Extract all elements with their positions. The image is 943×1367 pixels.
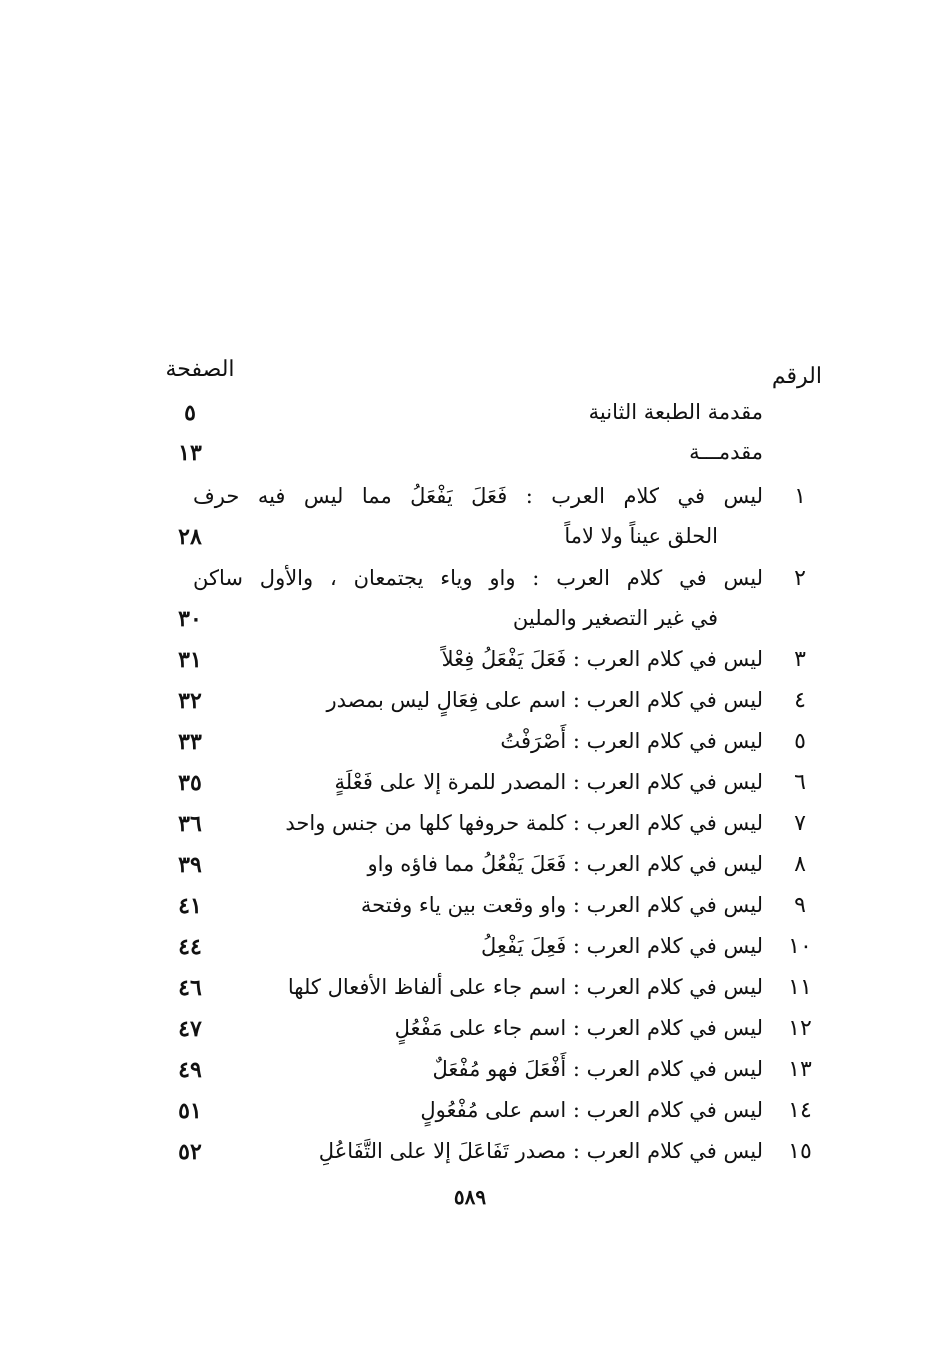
intro-title: مقدمـــة <box>689 440 763 464</box>
toc-entry <box>0 1057 943 1097</box>
toc-entry <box>0 975 943 1015</box>
toc-entry <box>0 484 943 524</box>
toc-entry <box>0 893 943 933</box>
entry-number: ١ <box>794 484 806 509</box>
entry-title-cont: في غير التصغير والملين <box>512 606 718 630</box>
header-page-label: الصفحة <box>165 357 235 382</box>
page-number: ٥١ <box>178 1098 202 1124</box>
page-number: ٥٢ <box>178 1139 202 1165</box>
page-number: ٤١ <box>178 893 202 919</box>
entry-title: ليس في كلام العرب : اسم على فِعَالٍ ليس بمصدر <box>326 688 763 712</box>
entry-title: ليس في كلام العرب : فَعَلَ يَفْعَلُ فِعْلاً <box>441 647 763 671</box>
entry-number: ٤ <box>794 688 806 713</box>
toc-entry <box>0 1098 943 1138</box>
page-number: ٥ <box>184 400 196 426</box>
page-number: ٤٧ <box>178 1016 202 1042</box>
toc-entry-continuation <box>0 606 943 646</box>
entry-title: ليس في كلام العرب : مصدر تَفَاعَلَ إلا على التَّفَاعُلِ <box>318 1139 763 1163</box>
entry-title: ليس في كلام العرب : اسم على مُفْعُولٍ <box>420 1098 763 1122</box>
page-number: ٣١ <box>178 647 202 673</box>
entry-title: ليس في كلام العرب : واو وقعت بين ياء وفتحة <box>360 893 763 917</box>
entry-title: ليس في كلام العرب : المصدر للمرة إلا على فَعْلَةٍ <box>334 770 763 794</box>
entry-number: ١٥ <box>788 1139 812 1164</box>
toc-entry <box>0 566 943 606</box>
entry-title: ليس في كلام العرب : اسم جاء على ألفاظ الأفعال كلها <box>287 975 763 999</box>
page-number: ٤٤ <box>178 934 202 960</box>
page-number: ٣٠ <box>178 606 202 632</box>
entry-title: ليس في كلام العرب : فَعِلَ يَفْعِلُ <box>480 934 763 958</box>
entry-number: ٧ <box>794 811 806 836</box>
entry-title: ليس في كلام العرب : فَعَلَ يَفْعَلُ مما ليس فيه حرف <box>193 484 763 508</box>
entry-title: ليس في كلام العرب : أَصْرَفْتُ <box>500 729 763 753</box>
entry-title: ليس في كلام العرب : كلمة حروفها كلها من جنس واحد <box>285 811 763 835</box>
page-number: ١٣ <box>178 440 202 466</box>
page-number: ٣٥ <box>178 770 202 796</box>
toc-entry <box>0 770 943 810</box>
toc-entry-continuation <box>0 524 943 564</box>
intro-row <box>0 400 943 440</box>
toc-entry <box>0 688 943 728</box>
entry-title: ليس في كلام العرب : فَعَلَ يَفْعُلُ مما فاؤه واو <box>367 852 763 876</box>
entry-title: ليس في كلام العرب : اسم جاء على مَفْعُلٍ <box>394 1016 763 1040</box>
entry-number: ٨ <box>794 852 806 877</box>
entry-number: ٩ <box>794 893 806 918</box>
entry-number: ٦ <box>794 770 806 795</box>
page-number: ٣٩ <box>178 852 202 878</box>
toc-entry <box>0 647 943 687</box>
toc-entry <box>0 811 943 851</box>
entry-title: ليس في كلام العرب : واو وياء يجتمعان ، والأول ساكن <box>193 566 763 590</box>
toc-entry <box>0 852 943 892</box>
page-number: ٢٨ <box>178 524 202 550</box>
entry-number: ١١ <box>788 975 812 1000</box>
entry-number: ١٣ <box>788 1057 812 1082</box>
footer-page-number: ٥٨٩ <box>453 1185 487 1209</box>
intro-title: مقدمة الطبعة الثانية <box>588 400 763 424</box>
entry-number: ٢ <box>794 566 806 591</box>
entry-number: ١٢ <box>788 1016 812 1041</box>
entry-title: ليس في كلام العرب : أَفْعَلَ فهو مُفْعَلٌ <box>432 1057 763 1081</box>
page-number: ٣٦ <box>178 811 202 837</box>
header-number-label: الرقم <box>771 364 822 389</box>
toc-entry <box>0 934 943 974</box>
page-number: ٤٩ <box>178 1057 202 1083</box>
page-number: ٣٣ <box>178 729 202 755</box>
entry-number: ١٠ <box>788 934 812 959</box>
entry-title-cont: الحلق عيناً ولا لاماً <box>564 524 718 548</box>
page-number: ٣٢ <box>178 688 202 714</box>
toc-entry <box>0 1016 943 1056</box>
page-number: ٤٦ <box>178 975 202 1001</box>
entry-number: ٣ <box>794 647 806 672</box>
toc-entry <box>0 729 943 769</box>
entry-number: ١٤ <box>788 1098 812 1123</box>
entry-number: ٥ <box>794 729 806 754</box>
intro-row <box>0 440 943 480</box>
toc-entry <box>0 1139 943 1179</box>
